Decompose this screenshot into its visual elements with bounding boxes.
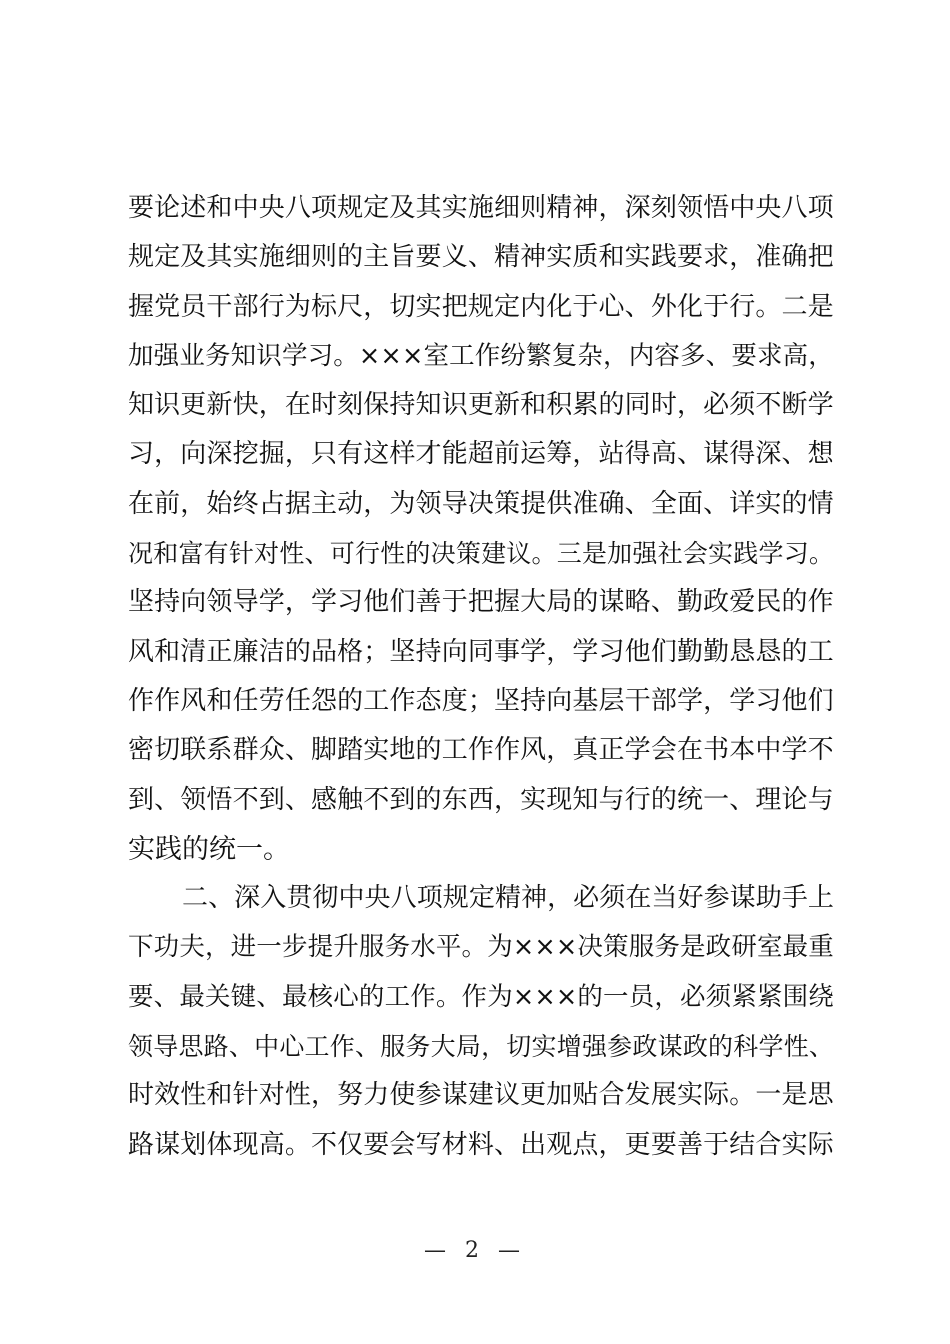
text-line: 要 、 最 关 键 、 最 核 心 的 工 作 。 作 为 × × × 的 一 员 ， 必 须 紧 紧 围 绕 <box>128 981 834 1012</box>
text-line: 加 强 业 务 知 识 学 习 。 × × × 室 工 作 纷 繁 复 杂 ， 内 容 多 、 要 求 高 ， <box>128 340 834 371</box>
text-line: 到 、 领 悟 不 到 、 感 触 不 到 的 东 西 ， 实 现 知 与 行 的 统 一 、 理 论 与 <box>128 784 834 815</box>
text-line: 密 切 联 系 群 众 、 脚 踏 实 地 的 工 作 作 风 ， 真 正 学 会 在 书 本 中 学 不 <box>128 735 834 766</box>
paragraph-start-line: 二 、 深 入 贯 彻 中 央 八 项 规 定 精 神 ， 必 须 在 当 好 参 谋 助 手 上 <box>182 883 834 914</box>
body-text <box>128 184 834 1170</box>
text-line: 习 ， 向 深 挖 掘 ， 只 有 这 样 才 能 超 前 运 筹 ， 站 得 高 、 谋 得 深 、 想 <box>128 439 834 470</box>
text-line: 实践的统一。 <box>128 833 290 865</box>
text-line: 规 定 及 其 实 施 细 则 的 主 旨 要 义 、 精 神 实 质 和 实 践 要 求 ， 准 确 把 <box>128 242 834 273</box>
text-line: 坚 持 向 领 导 学 ， 学 习 他 们 善 于 把 握 大 局 的 谋 略 、 勤 政 爱 民 的 作 <box>128 587 834 618</box>
text-line: 领 导 思 路 、 中 心 工 作 、 服 务 大 局 ， 切 实 增 强 参 政 谋 政 的 科 学 性 、 <box>128 1032 834 1062</box>
page-number: — 2 — <box>424 1238 526 1263</box>
text-line: 况 和 富 有 针 对 性 、 可 行 性 的 决 策 建 议 。 三 是 加 强 社 会 实 践 学 习 。 <box>128 539 834 569</box>
text-line: 在 前 ， 始 终 占 据 主 动 ， 为 领 导 决 策 提 供 准 确 、 全 面 、 详 实 的 情 <box>128 488 834 519</box>
text-line: 路 谋 划 体 现 高 。 不 仅 要 会 写 材 料 、 出 观 点 ， 更 要 善 于 结 合 实 际 <box>128 1129 834 1160</box>
text-line: 时 效 性 和 针 对 性 ， 努 力 使 参 谋 建 议 更 加 贴 合 发 展 实 际 。 一 是 思 <box>128 1080 834 1111</box>
text-line: 握 党 员 干 部 行 为 标 尺 ， 切 实 把 规 定 内 化 于 心 、 外 化 于 行 。 二 是 <box>128 291 834 322</box>
text-line: 要 论 述 和 中 央 八 项 规 定 及 其 实 施 细 则 精 神 ， 深 刻 领 悟 中 央 八 项 <box>128 193 834 223</box>
text-line: 作 作 风 和 任 劳 任 怨 的 工 作 态 度 ； 坚 持 向 基 层 干 部 学 ， 学 习 他 们 <box>128 685 834 716</box>
text-line: 下 功 夫 ， 进 一 步 提 升 服 务 水 平 。 为 × × × 决 策 服 务 是 政 研 室 最 重 <box>128 932 834 963</box>
text-line: 知 识 更 新 快 ， 在 时 刻 保 持 知 识 更 新 和 积 累 的 同 时 ， 必 须 不 断 学 <box>128 390 834 421</box>
text-line: 风 和 清 正 廉 洁 的 品 格 ； 坚 持 向 同 事 学 ， 学 习 他 们 勤 勤 恳 恳 的 工 <box>128 636 834 667</box>
